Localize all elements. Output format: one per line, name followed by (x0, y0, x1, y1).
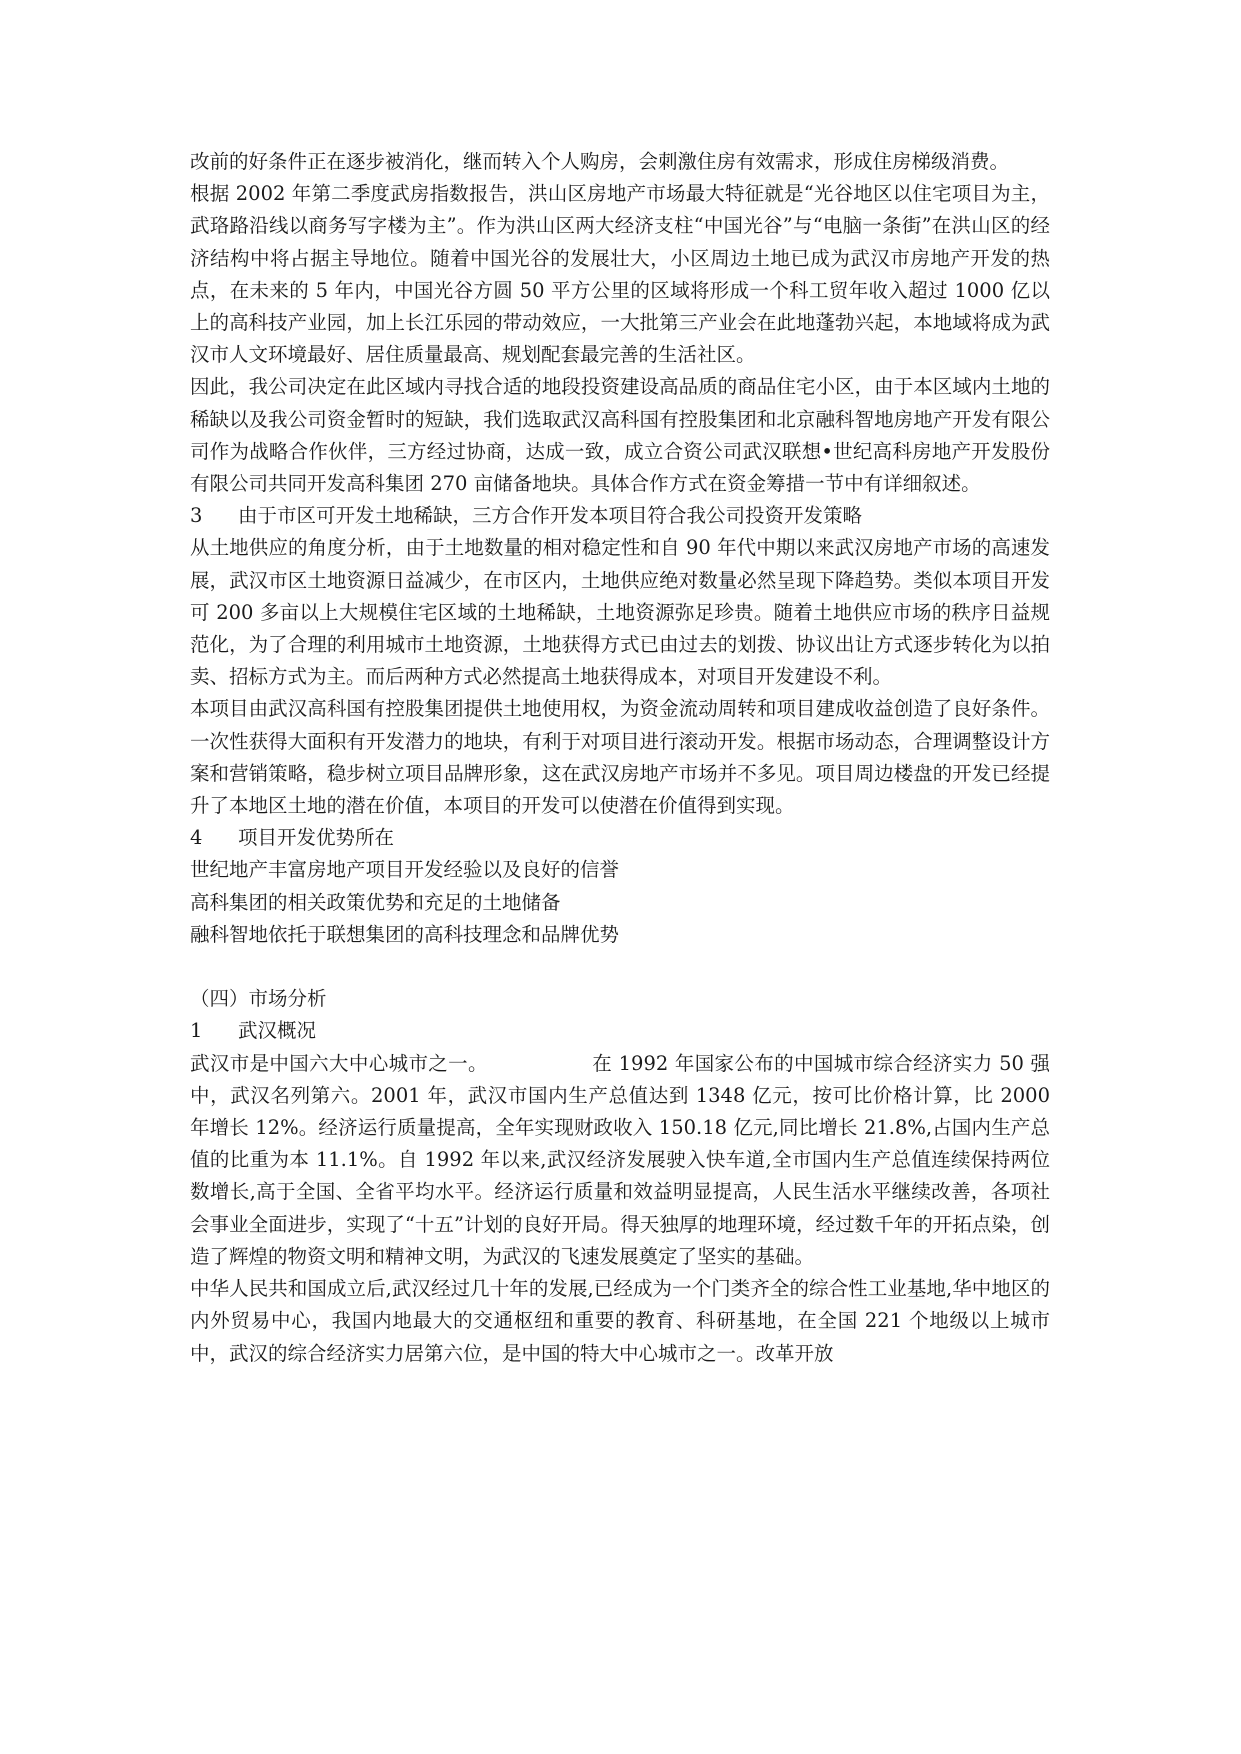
paragraph-land-supply: 从土地供应的角度分析，由于土地数量的相对稳定性和自 90 年代中期以来武汉房地产市场的高速发展，武汉市区土地资源日益减少，在市区内，土地供应绝对数量必然呈现下降趋势。类似本项目开发可 200 多亩以上大规模住宅区域的土地稀缺，土地资源弥足珍贵。随着土地供应市场的秩序日益规范化，为了合理的利用城市土地资源，土地获得方式已由过去的划拨、协议出让方式逐步转化为以拍卖、招标方式为主。而后两种方式必然提高土地获得成本，对项目开发建设不利。 (190, 536, 1050, 689)
blank-line (190, 951, 1050, 983)
paragraph-hongshan-market: 根据 2002 年第二季度武房指数报告，洪山区房地产市场最大特征就是“光谷地区以住宅项目为主，武珞路沿线以商务写字楼为主”。作为洪山区两大经济支柱“中国光谷”与“电脑一条街”在洪山区的经济结构中将占据主导地位。随着中国光谷的发展壮大，小区周边土地已成为武汉市房地产开发的热点，在未来的 5 年内，中国光谷方圆 50 平方公里的区域将形成一个科工贸年收入超过 1000 亿以上的高科技产业园，加上长江乐园的带动效应，一大批第三产业会在此地蓬勃兴起，本地域将成为武汉市人文环境最好、居住质量最高、规划配套最完善的生活社区。 (190, 182, 1050, 367)
paragraph-wuhan-history: 中华人民共和国成立后,武汉经过几十年的发展,已经成为一个门类齐全的综合性工业基地,华中地区的内外贸易中心，我国内地最大的交通枢纽和重要的教育、科研基地，在全国 221 个地级以上城市中，武汉的综合经济实力居第六位，是中国的特大中心城市之一。改革开放 (190, 1277, 1050, 1365)
section-4-title: 项目开发优势所在 (238, 826, 395, 850)
advantage-item: 融科智地依托于联想集团的高科技理念和品牌优势 (190, 922, 620, 946)
advantage-item: 世纪地产丰富房地产项目开发经验以及良好的信誉 (190, 858, 620, 882)
paragraph-wuhan-overview-body: 在 1992 年国家公布的中国城市综合经济实力 50 强中，武汉名列第六。2001 年，武汉市国内生产总值达到 1348 亿元，按可比价格计算，比 2000 年增长 12%。经济运行质量提高，全年实现财政收入 150.18 亿元,同比增长 21.8%,占国内生产总值的比重为本 11.1%。自 1992 年以来,武汉经济发展驶入快车道,全市国内生产总值连续保持两位数增长,高于全国、全省平均水平。经济运行质量和效益明显提高，人民生活水平继续改善，各项社会事业全面进步，实现了“十五”计划的良好开局。得天独厚的地理环境，经过数千年的开拓点染，创造了辉煌的物资文明和精神文明，为武汉的飞速发展奠定了坚实的基础。 (190, 1051, 1050, 1268)
section-4-heading (190, 822, 1050, 854)
part-4-heading: （四）市场分析 (190, 987, 327, 1011)
section-1-number: 1 (190, 1019, 203, 1043)
paragraph-wuhan-overview-lead: 武汉市是中国六大中心城市之一。 (190, 1051, 488, 1075)
document-body (190, 146, 1050, 1370)
section-3-number: 3 (190, 504, 203, 528)
section-3-heading (190, 500, 1050, 532)
section-3-title: 由于市区可开发土地稀缺，三方合作开发本项目符合我公司投资开发策略 (238, 504, 863, 528)
section-4-number: 4 (190, 826, 203, 850)
paragraph-land-use-rights: 本项目由武汉高科国有控股集团提供土地使用权，为资金流动周转和项目建成收益创造了良好条件。一次性获得大面积有开发潜力的地块，有利于对项目进行滚动开发。根据市场动态，合理调整设计方案和营销策略，稳步树立项目品牌形象，这在武汉房地产市场并不多见。项目周边楼盘的开发已经提升了本地区土地的潜在价值，本项目的开发可以使潜在价值得到实现。 (190, 697, 1050, 818)
paragraph-joint-venture: 因此，我公司决定在此区域内寻找合适的地段投资建设高品质的商品住宅小区，由于本区域内土地的稀缺以及我公司资金暂时的短缺，我们选取武汉高科国有控股集团和北京融科智地房地产开发有限公司作为战略合作伙伴，三方经过协商，达成一致，成立合资公司武汉联想•世纪高科房地产开发股份有限公司共同开发高科集团 270 亩储备地块。具体合作方式在资金筹措一节中有详细叙述。 (190, 375, 1050, 496)
paragraph-housing-demand: 改前的好条件正在逐步被消化，继而转入个人购房，会刺激住房有效需求，形成住房梯级消费。 (190, 150, 1010, 173)
section-1-heading (190, 1015, 1050, 1047)
advantage-item: 高科集团的相关政策优势和充足的土地储备 (190, 890, 561, 914)
section-1-title: 武汉概况 (238, 1019, 317, 1043)
paragraph-wuhan-overview (190, 1048, 1050, 1273)
